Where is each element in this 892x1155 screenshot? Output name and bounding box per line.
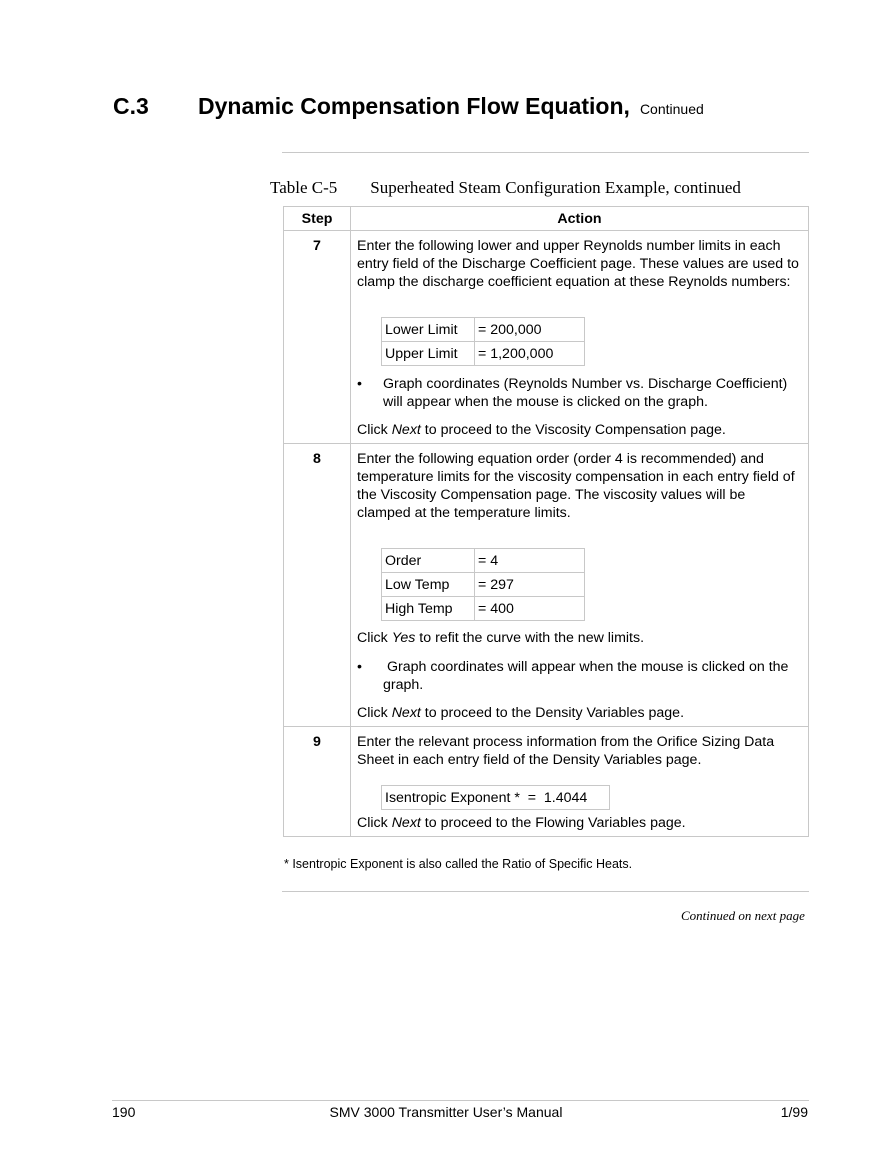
- configuration-table: [283, 206, 809, 837]
- table-caption-id: Table C-5: [270, 178, 338, 197]
- bullet-item: [357, 658, 802, 694]
- table-row: [284, 231, 809, 444]
- click-keyword: Next: [391, 422, 421, 438]
- value-text: Isentropic Exponent * = 1.4044: [382, 786, 610, 810]
- section-number: C.3: [113, 93, 149, 119]
- bullet-text: Graph coordinates will appear when the mouse is clicked on the graph.: [383, 659, 789, 693]
- table-row: [284, 444, 809, 727]
- value-row: [382, 786, 610, 810]
- section-title-text: Dynamic Compensation Flow Equation,: [198, 93, 630, 119]
- click-prefix: Click: [357, 815, 392, 831]
- reynolds-limits-table: [381, 317, 585, 366]
- table-row: [284, 727, 809, 837]
- table-header-row: [284, 207, 809, 231]
- value-label: Order: [382, 549, 475, 573]
- footnote: * Isentropic Exponent is also called the Ratio of Specific Heats.: [284, 857, 633, 871]
- table-caption-title: Superheated Steam Configuration Example, continued: [370, 178, 741, 197]
- viscosity-limits-table: [381, 548, 585, 621]
- action-cell: [351, 727, 809, 837]
- top-divider: [282, 152, 809, 153]
- click-next-line: [357, 814, 802, 832]
- step-instructions: Enter the following equation order (order 4 is recommended) and temperature limits for the viscosity compensation in each entry field of the Viscosity Compensation page. The viscosity values will be clamped at the temperature limits.: [357, 451, 795, 521]
- continued-next-page: Continued on next page: [681, 908, 805, 923]
- step-number: 8: [284, 444, 351, 727]
- click-suffix: to proceed to the Viscosity Compensation page.: [420, 422, 726, 438]
- bottom-divider: [282, 891, 809, 892]
- click-prefix: Click: [357, 422, 392, 438]
- click-keyword: Next: [391, 815, 421, 831]
- click-next-line: [357, 704, 802, 722]
- click-yes-line: [357, 629, 802, 647]
- action-cell: [351, 231, 809, 444]
- step-instructions: Enter the following lower and upper Reynolds number limits in each entry field of the Discharge Coefficient page. These values are used to clamp the discharge coefficient equation at these Reynolds numbers:: [357, 238, 799, 290]
- footer-divider: [112, 1100, 809, 1101]
- value-label: Lower Limit: [382, 318, 475, 342]
- value-text: = 200,000: [475, 318, 585, 342]
- value-row: [382, 318, 585, 342]
- action-header: Action: [351, 207, 809, 231]
- click-keyword: Next: [391, 705, 421, 721]
- bullet-marker: •: [357, 376, 362, 392]
- step-header: Step: [284, 207, 351, 231]
- value-label: Upper Limit: [382, 342, 475, 366]
- footer-page-number: 190: [112, 1104, 136, 1120]
- footer-date: 1/99: [780, 1104, 808, 1120]
- step-instructions: Enter the relevant process information from the Orifice Sizing Data Sheet in each entry field of the Density Variables page.: [357, 734, 775, 768]
- value-text: = 1,200,000: [475, 342, 585, 366]
- value-text: = 4: [475, 549, 585, 573]
- value-label: High Temp: [382, 597, 475, 621]
- click-keyword: Yes: [391, 630, 416, 646]
- value-row: [382, 549, 585, 573]
- step-number: 9: [284, 727, 351, 837]
- table-caption: [270, 178, 741, 198]
- bullet-text: Graph coordinates (Reynolds Number vs. Discharge Coefficient) will appear when the mouse is clicked on the graph.: [383, 376, 788, 410]
- click-prefix: Click: [357, 630, 392, 646]
- density-values-table: [381, 785, 610, 810]
- section-continued: Continued: [639, 101, 704, 117]
- click-next-line: [357, 421, 802, 439]
- step-number: 7: [284, 231, 351, 444]
- value-text: = 400: [475, 597, 585, 621]
- click-suffix: to refit the curve with the new limits.: [415, 630, 645, 646]
- action-cell: [351, 444, 809, 727]
- value-row: [382, 342, 585, 366]
- click-suffix: to proceed to the Density Variables page.: [420, 705, 685, 721]
- bullet-marker: •: [357, 659, 362, 675]
- footer-manual-title: SMV 3000 Transmitter User’s Manual: [329, 1104, 563, 1120]
- bullet-item: [357, 375, 802, 411]
- section-title: [198, 93, 704, 120]
- value-label: Low Temp: [382, 573, 475, 597]
- click-suffix: to proceed to the Flowing Variables page.: [420, 815, 686, 831]
- value-row: [382, 573, 585, 597]
- click-prefix: Click: [357, 705, 392, 721]
- value-row: [382, 597, 585, 621]
- value-text: = 297: [475, 573, 585, 597]
